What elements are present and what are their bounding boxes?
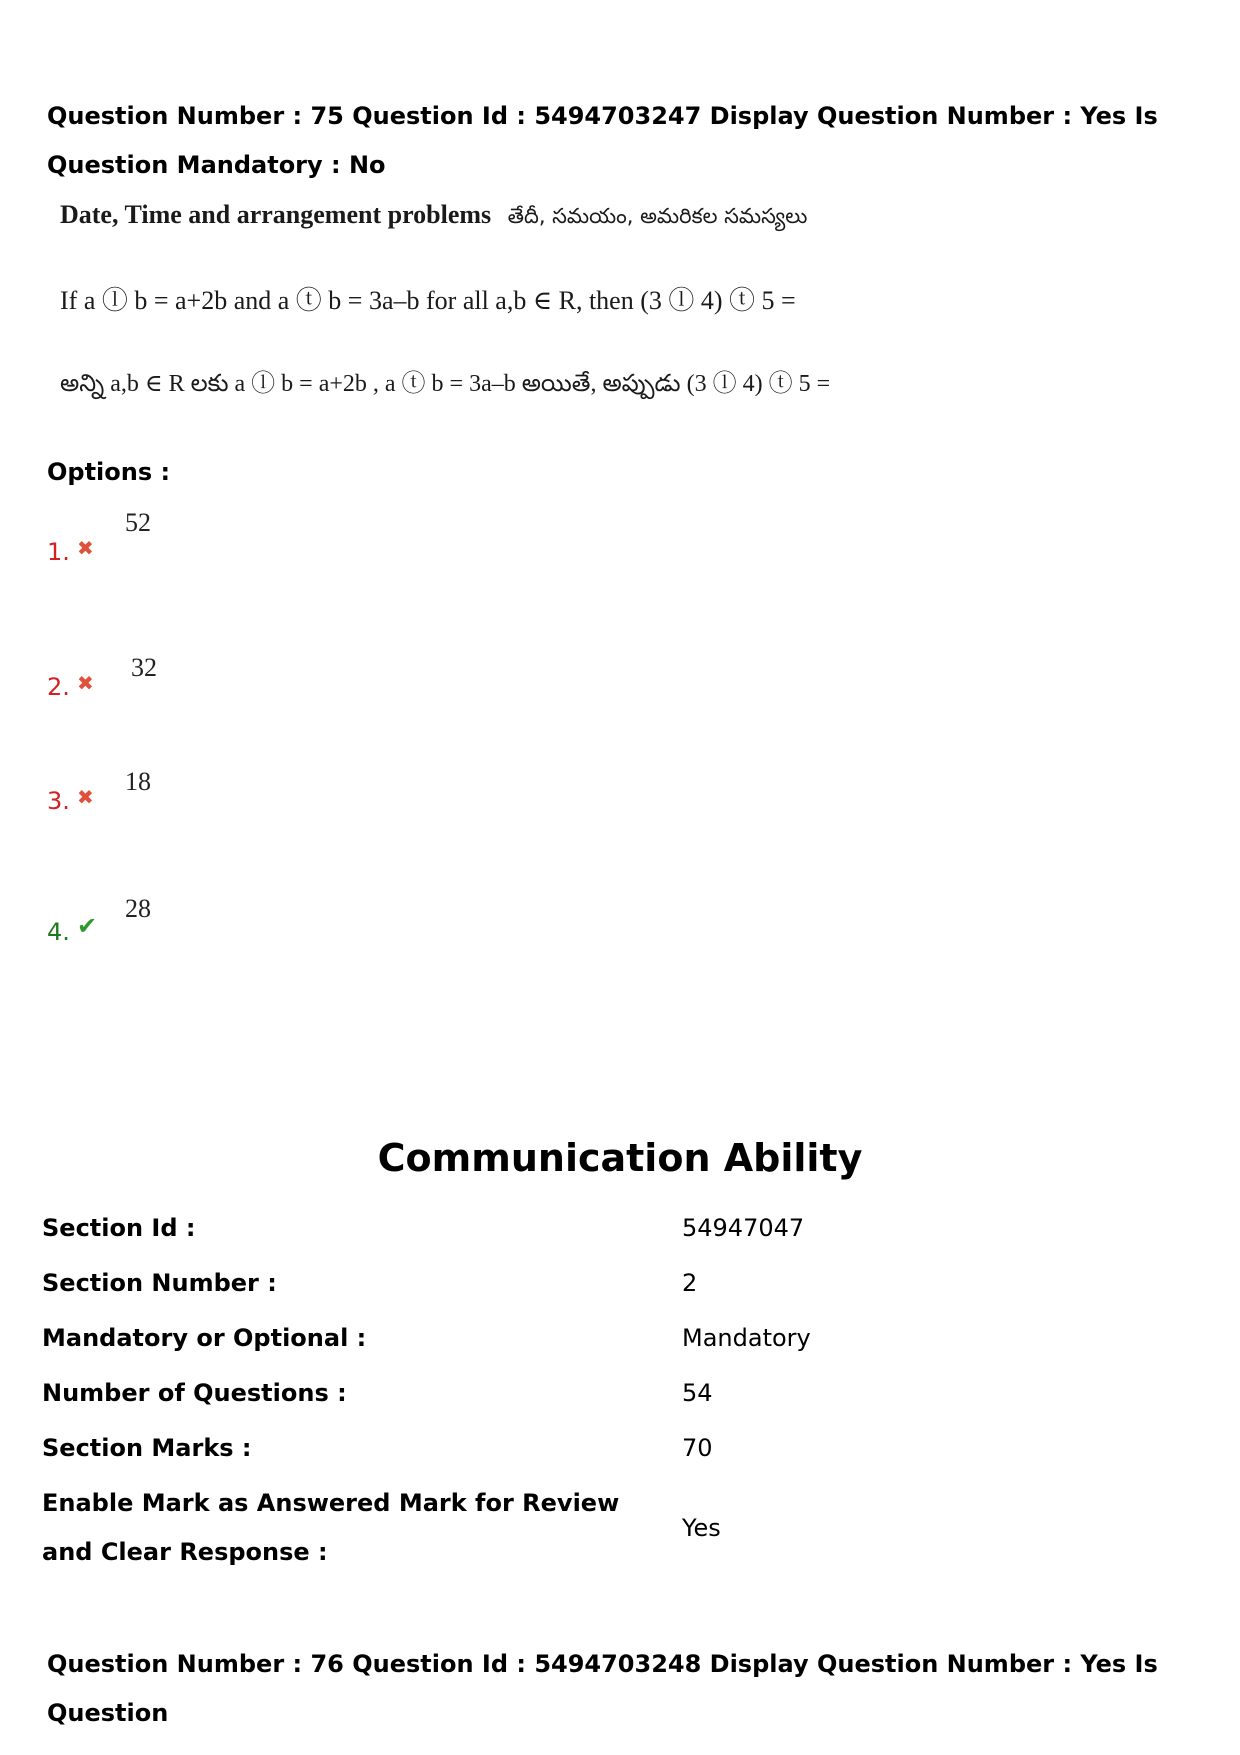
enable-mark-row: [42, 1479, 1192, 1577]
question-topic: [60, 200, 860, 236]
section-title: Communication Ability: [377, 1136, 863, 1180]
info-label: Section Marks :: [42, 1434, 252, 1462]
option-value: 28: [125, 894, 151, 923]
cross-icon: ✖: [77, 785, 94, 809]
info-value: 70: [682, 1434, 713, 1462]
option-number: 3.: [47, 787, 70, 815]
info-label: Section Id :: [42, 1214, 196, 1242]
options-label: Options :: [47, 458, 171, 486]
info-label: Mandatory or Optional :: [42, 1324, 367, 1352]
question-text-telugu: అన్ని a,b ∈ R లకు a ⓛ b = a+2b , a ⓣ b = 3a–b అయితే, అప్పుడు (3 ⓛ 4) ⓣ 5 =: [60, 371, 831, 397]
option-number: 1.: [47, 538, 70, 566]
info-value: 54: [682, 1379, 713, 1407]
topic-english: Date, Time and arrangement problems: [60, 200, 492, 229]
info-value: 2: [682, 1269, 698, 1297]
checkmark-icon: ✔: [77, 912, 98, 940]
question-header: Question Number : 75 Question Id : 5494703247 Display Question Number : Yes Is Question Mandatory : No: [47, 102, 1158, 179]
question-header-next: Question Number : 76 Question Id : 5494703248 Display Question Number : Yes Is Question: [47, 1650, 1158, 1727]
option-number: 2.: [47, 673, 70, 701]
info-value: Yes: [682, 1514, 721, 1542]
info-label: Enable Mark as Answered Mark for Review and Clear Response :: [42, 1489, 620, 1566]
topic-telugu: తేదీ, సమయం, అమరికల సమస్యలు: [507, 204, 808, 228]
info-label: Section Number :: [42, 1269, 277, 1297]
option-value: 18: [125, 767, 151, 796]
option-value: 52: [125, 508, 151, 537]
question-image: [60, 200, 860, 403]
question-text-english: If a ⓛ b = a+2b and a ⓣ b = 3a–b for all a,b ∈ R, then (3 ⓛ 4) ⓣ 5 =: [60, 286, 796, 315]
info-value: 54947047: [682, 1214, 805, 1242]
info-value: Mandatory: [682, 1324, 811, 1352]
option-value: 32: [131, 653, 157, 682]
cross-icon: ✖: [77, 536, 94, 560]
option-number: 4.: [47, 918, 70, 946]
info-label: Number of Questions :: [42, 1379, 347, 1407]
cross-icon: ✖: [77, 671, 94, 695]
